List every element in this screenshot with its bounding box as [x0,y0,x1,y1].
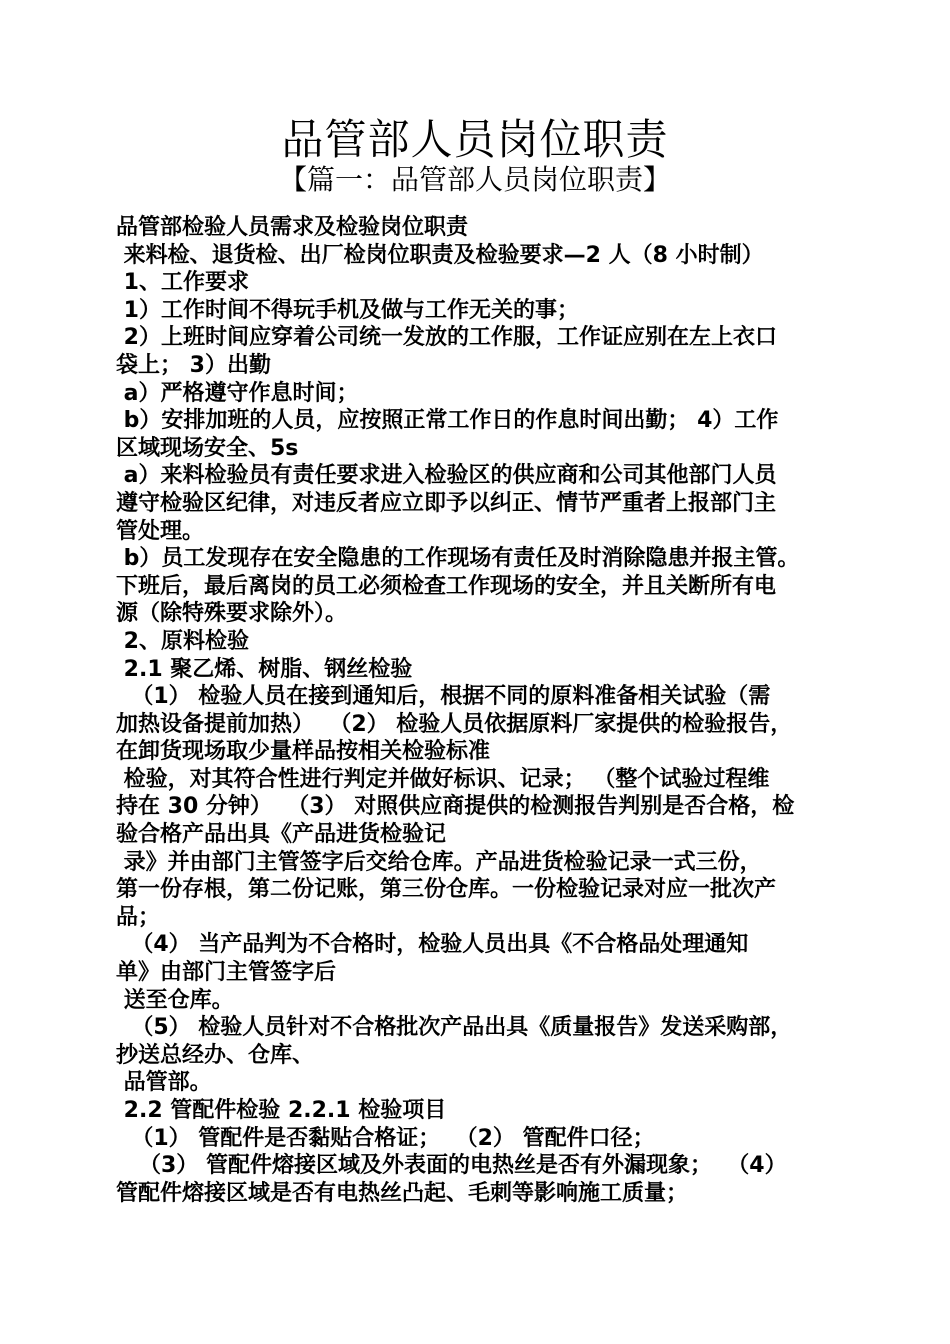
body-line: 第一份存根，第二份记账，第三份仓库。一份检验记录对应一批次产 [116,877,777,903]
document-title: 品管部人员岗位职责 [281,115,669,164]
body-line: 送至仓库。 [116,987,234,1013]
body-line: 区域现场安全、5s [116,435,299,461]
body-line: 品管部。 [116,1070,212,1096]
body-line: 遵守检验区纪律，对违反者应立即予以纠正、情节严重者上报部门主 [116,490,777,516]
body-line: 来料检、退货检、出厂检岗位职责及检验要求—2 人（8 小时制） [116,242,764,268]
body-line: b）员工发现存在安全隐患的工作现场有责任及时消除隐患并报主管。 [116,546,800,572]
body-line: 在卸货现场取少量样品按相关检验标准 [116,739,491,765]
body-line: 2.1 聚乙烯、树脂、钢丝检验 [116,656,413,682]
body-line: 录》并由部门主管签字后交给仓库。产品进货检验记录一式三份， [116,849,762,875]
document-body [116,214,842,1207]
body-line: （1） 管配件是否黏贴合格证； （2） 管配件口径； [116,1125,655,1151]
body-line: a）来料检验员有责任要求进入检验区的供应商和公司其他部门人员 [116,463,777,489]
body-line: 验合格产品出具《产品进货检验记 [116,822,447,848]
body-line: 品； [116,904,161,930]
body-line: （4） 当产品判为不合格时，检验人员出具《不合格品处理通知 [116,932,749,958]
body-line: 持在 30 分钟） （3） 对照供应商提供的检测报告判别是否合格，检 [116,794,795,820]
body-line: 品管部检验人员需求及检验岗位职责 [116,215,469,240]
body-line: （3） 管配件熔接区域及外表面的电热丝是否有外漏现象； （4） [116,1153,787,1179]
body-line: b）安排加班的人员，应按照正常工作日的作息时间出勤； 4）工作 [116,408,779,434]
body-line: 2）上班时间应穿着公司统一发放的工作服，工作证应别在左上衣口 [116,325,777,351]
body-line: 管处理。 [116,518,205,544]
body-line: 2、原料检验 [116,628,249,654]
document-subtitle: 【篇一：品管部人员岗位职责】 [278,163,671,196]
body-line: 袋上； 3）出勤 [116,352,271,378]
body-line: 源（除特殊要求除外）。 [116,601,348,627]
body-line: 下班后，最后离岗的员工必须检查工作现场的安全，并且关断所有电 [116,573,777,599]
body-line: （1） 检验人员在接到通知后，根据不同的原料准备相关试验（需 [116,684,771,710]
body-line: 1）工作时间不得玩手机及做与工作无关的事； [116,297,579,323]
body-line: 2.2 管配件检验 2.2.1 检验项目 [116,1098,447,1123]
body-line: 抄送总经办、仓库、 [116,1042,315,1068]
body-line: 加热设备提前加热） （2） 检验人员依据原料厂家提供的检验报告， [116,711,793,737]
body-line: 1、工作要求 [116,270,249,296]
body-line: 管配件熔接区域是否有电热丝凸起、毛刺等影响施工质量； [116,1180,689,1206]
body-line: 单》由部门主管签字后 [116,960,337,986]
body-line: a）严格遵守作息时间； [116,380,359,406]
body-line: （5） 检验人员针对不合格批次产品出具《质量报告》发送采购部， [116,1015,793,1041]
body-line: 检验，对其符合性进行判定并做好标识、记录； （整个试验过程维 [116,766,770,792]
